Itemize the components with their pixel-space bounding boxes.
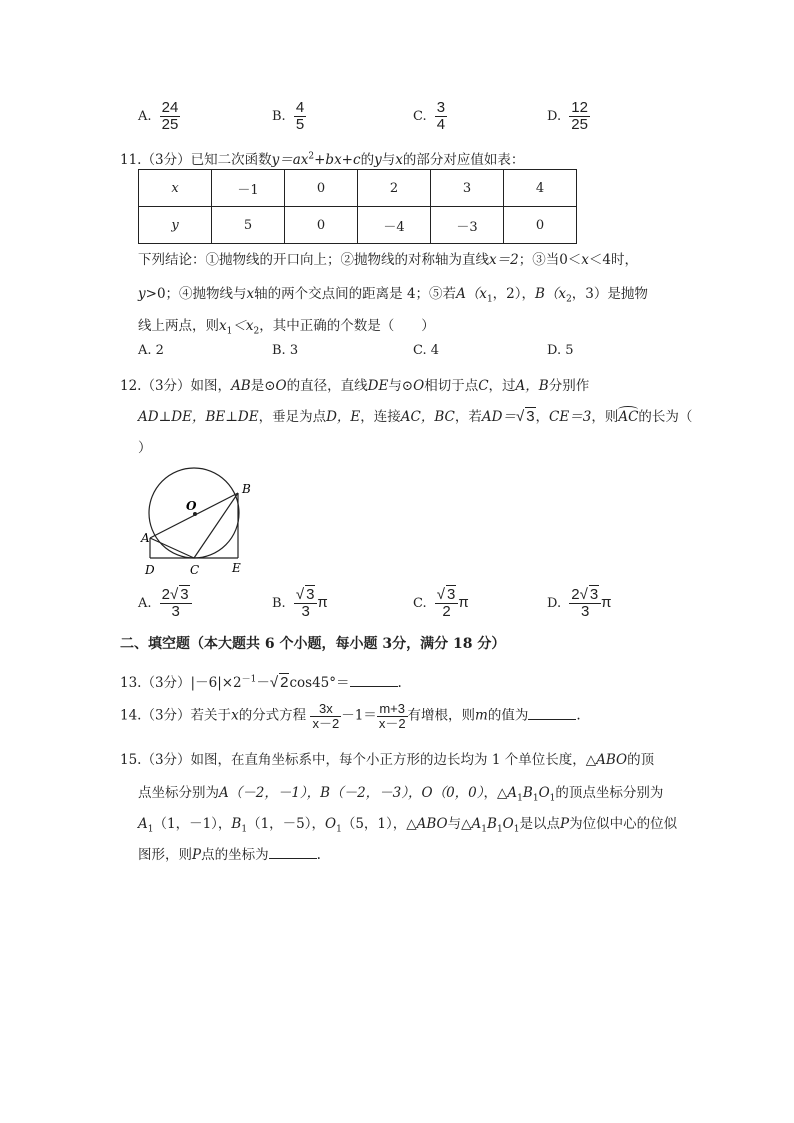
- label-e: E: [232, 561, 241, 575]
- label-b: B: [242, 482, 251, 496]
- table-row: y 5 0 －4 －3 0: [139, 207, 577, 244]
- answer-blank[interactable]: [269, 846, 317, 859]
- answer-blank[interactable]: [528, 707, 576, 720]
- q11-option-d: D. 5: [547, 343, 574, 358]
- q12-option-c: C. $\frac{√ 3}{2}$ π: [413, 586, 469, 620]
- table-row: x －1 0 2 3 4: [139, 170, 577, 207]
- q10-option-b: B. $\frac{4}{5}$: [272, 99, 305, 133]
- line-bc: [194, 493, 238, 558]
- q11-conclusions-line-1: 下列结论：①抛物线的开口向上；②抛物线的对称轴为直线x＝2；③当0＜x＜4时，: [138, 252, 639, 268]
- label-a: A: [141, 531, 150, 545]
- answer-blank[interactable]: [350, 674, 398, 687]
- q15-stem-line-3: $A_1(1$，－1），$B_1(1$，－5），$O_1(5$，1），△ABO与$\triangle A_1B_1O_1$是以点P为位似中心的位似: [138, 816, 678, 835]
- q12-option-d: D. $\frac{2√ 3}{3}$ π: [547, 586, 612, 620]
- q10-option-a: A. $\frac{24}{25}$: [138, 99, 179, 133]
- line-ac: [150, 538, 194, 558]
- label-d: D: [145, 563, 155, 577]
- q11-option-c: C. 4: [413, 343, 440, 358]
- q14-stem: 14.（3分）若关于x的分式方程 $\frac{3x}{x-2}$ －1＝ $\frac{m+3}{x-2}$ 有增根，则m的值为 .: [120, 701, 581, 731]
- label-o: O: [186, 499, 197, 513]
- q15-stem-line-1: 15.（3分）如图，在直角坐标系中，每个小正方形的边长均为 1 个单位长度，△ABO的顶: [120, 752, 655, 768]
- q12-geometry-figure: [138, 462, 258, 580]
- q12-stem-line-1: 12.（3分）如图，AB是⊙O的直径，直线DE与⊙O相切于点C，过A，B分别作: [120, 378, 590, 394]
- q11-conclusions-line-2: y>0；④抛物线与x轴的两个交点间的距离是 4；⑤若$A(x_1$，2），$B(x_2$，3）是抛物: [138, 286, 648, 305]
- q10-option-d: D. $\frac{12}{25}$: [547, 99, 588, 133]
- q15-stem-line-4: 图形，则P点的坐标为 .: [138, 847, 321, 863]
- q12-stem-line-2: AD⊥DE，BE⊥DE，垂足为点D，E，连接AC，BC，若AD＝√ 3，CE＝3，则AC的长为（: [138, 408, 693, 425]
- q13-stem: 13.（3分）$|-6|\times 2^{-1}-√$ 2cos45°＝ .: [120, 674, 402, 691]
- q11-option-b: B. 3: [272, 343, 299, 358]
- q12-option-b: B. $\frac{√ 3}{3}$ π: [272, 586, 328, 620]
- label-c: C: [190, 563, 200, 577]
- q12-option-a: A. $\frac{2√ 3}{3}$: [138, 587, 192, 620]
- q10-option-c: C. $\frac{3}{4}$: [413, 99, 446, 133]
- q15-stem-line-2: 点坐标分别为A（－2，－1），B（－2，－3），O（0，0），$\triangle A_1B_1O_1$的顶点坐标分别为: [138, 785, 664, 804]
- q11-value-table: [138, 169, 577, 244]
- q11-option-a: A. 2: [138, 343, 164, 358]
- section-title: 二、填空题（本大题共 6 个小题，每小题 3分，满分 18 分）: [120, 636, 506, 652]
- q12-stem-line-3: ）: [138, 440, 152, 456]
- q11-stem: 11.（3分）已知二次函数$y=ax^2+bx+c$的y与x的部分对应值如表：: [120, 151, 525, 168]
- q11-conclusions-line-3: 线上两点，则$x_1<x_2$，其中正确的个数是（ ）: [138, 318, 435, 337]
